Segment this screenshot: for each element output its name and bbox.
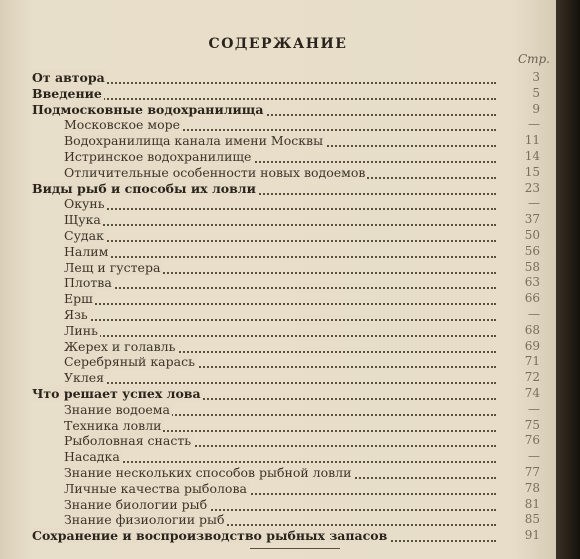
toc-entry-label: Плотва [64, 275, 112, 291]
toc-entry-label: Окунь [64, 196, 105, 212]
toc-entry-label: Насадка [64, 449, 120, 465]
toc-entry [0, 86, 556, 101]
toc-entry-label: Техника ловли [64, 417, 162, 433]
toc-entry-label: Рыболовная снасть [64, 433, 192, 449]
toc-entry-page: — [528, 449, 540, 464]
toc-entry [0, 418, 556, 433]
dot-leader [64, 333, 496, 337]
dot-leader [64, 254, 496, 258]
toc-entry [0, 481, 556, 496]
toc-entry [0, 196, 556, 211]
toc-entry-label: Жерех и голавль [64, 338, 176, 354]
toc-entry-label: Ерш [64, 291, 93, 307]
toc-entry [0, 307, 556, 322]
toc-entry-page: 68 [524, 322, 540, 337]
toc-entry-label: Подмосковные водохранилища [32, 101, 264, 117]
toc-entry-label: Сохранение и воспроизводство рыбных запасов [32, 528, 388, 544]
toc-entry-label: Серебряный карась [64, 354, 195, 370]
toc-entry-page: 9 [532, 101, 540, 116]
toc-entry-page: 72 [524, 370, 540, 385]
toc-entry-page: 58 [524, 259, 540, 274]
toc-entry-page: 91 [524, 528, 540, 543]
toc-entry-label: Налим [64, 243, 109, 259]
toc-entry-page: 78 [524, 480, 540, 495]
toc-entry [0, 165, 556, 180]
page-column-header: Стр. [517, 52, 550, 66]
toc-entry-page: 15 [524, 164, 540, 179]
toc-entry-label: От автора [32, 70, 105, 85]
toc-entry [0, 291, 556, 306]
toc-entry-label: Введение [32, 85, 102, 101]
dot-leader [64, 301, 496, 305]
toc-entry [0, 275, 556, 290]
toc-entry-page: 56 [524, 243, 540, 258]
toc-entry [0, 244, 556, 259]
toc-entry [0, 149, 556, 164]
toc-entry-label: Личные качества рыболова [64, 480, 247, 496]
toc-entry-label: Водохранилища канала имени Москвы [64, 133, 324, 149]
toc-entry-label: Виды рыб и способы их ловли [32, 180, 256, 196]
toc-entry-label: Знание биологии рыб [64, 496, 208, 512]
toc-entry [0, 181, 556, 196]
toc-entry-page: — [528, 401, 540, 416]
toc-entry-page: — [528, 117, 540, 132]
toc-entry-page: — [528, 307, 540, 321]
dot-leader [64, 222, 496, 226]
toc-entry-page: 69 [524, 338, 540, 353]
toc-entry [0, 370, 556, 385]
toc-entry-page: 81 [524, 496, 540, 511]
toc-entry-label: Уклея [64, 370, 105, 386]
page-title: СОДЕРЖАНИЕ [208, 36, 348, 52]
toc-entry-page: 3 [532, 70, 540, 84]
toc-entry [0, 402, 556, 417]
toc-entry [0, 528, 556, 543]
toc-entry-page: 23 [524, 180, 540, 195]
toc-entry-page: 74 [524, 386, 540, 400]
toc-entry [0, 117, 556, 132]
toc-entry-label: Язь [64, 307, 88, 322]
dot-leader [64, 238, 496, 242]
toc-entry-page: 14 [524, 149, 540, 163]
toc-entry-page: — [528, 196, 540, 211]
dot-leader [64, 285, 496, 289]
toc-entry [0, 497, 556, 512]
toc-entry-page: 71 [524, 354, 540, 369]
footer-rule [250, 548, 340, 549]
toc-entry-page: 63 [524, 275, 540, 290]
toc-entry-label: Судак [64, 228, 104, 243]
dot-leader [64, 459, 496, 463]
toc-entry-label: Щука [64, 212, 101, 228]
toc-entry [0, 228, 556, 243]
toc-entry [0, 133, 556, 148]
toc-entry-label: Отличительные особенности новых водоемов [64, 164, 366, 180]
toc-entry [0, 339, 556, 354]
toc-entry [0, 354, 556, 369]
toc-entry [0, 260, 556, 275]
toc-entry-page: 5 [532, 85, 540, 100]
toc-entry-label: Знание водоема [64, 401, 170, 417]
dot-leader [64, 380, 496, 384]
toc-entry-label: Лещ и густера [64, 259, 161, 275]
toc-entry-label: Знание физиологии рыб [64, 512, 225, 528]
toc-entry [0, 323, 556, 338]
toc-entry-page: 85 [524, 512, 540, 527]
dot-leader [64, 317, 496, 321]
toc-entry-page: 11 [524, 133, 540, 148]
toc-entry [0, 449, 556, 464]
toc-entry-page: 77 [524, 465, 540, 479]
toc-entry-page: 50 [524, 228, 540, 242]
toc-entry-label: Знание нескольких способов рыбной ловли [64, 465, 352, 480]
toc-entry-page: 37 [524, 212, 540, 227]
toc-entry [0, 102, 556, 117]
toc-entry-label: Истринское водохранилище [64, 149, 252, 164]
toc-entry [0, 212, 556, 227]
toc-entry [0, 433, 556, 448]
toc-entry [0, 465, 556, 480]
toc-entry-page: 76 [524, 433, 540, 448]
toc-entry-page: 66 [524, 291, 540, 306]
book-edge [556, 0, 580, 559]
toc-entry [0, 70, 556, 85]
toc-entry-label: Линь [64, 322, 98, 338]
toc-entry-label: Московское море [64, 117, 181, 133]
toc-entry-label: Что решает успех лова [32, 386, 201, 401]
toc-entry [0, 386, 556, 401]
toc-entry-page: 75 [524, 417, 540, 432]
toc-entry [0, 512, 556, 527]
dot-leader [64, 206, 496, 210]
